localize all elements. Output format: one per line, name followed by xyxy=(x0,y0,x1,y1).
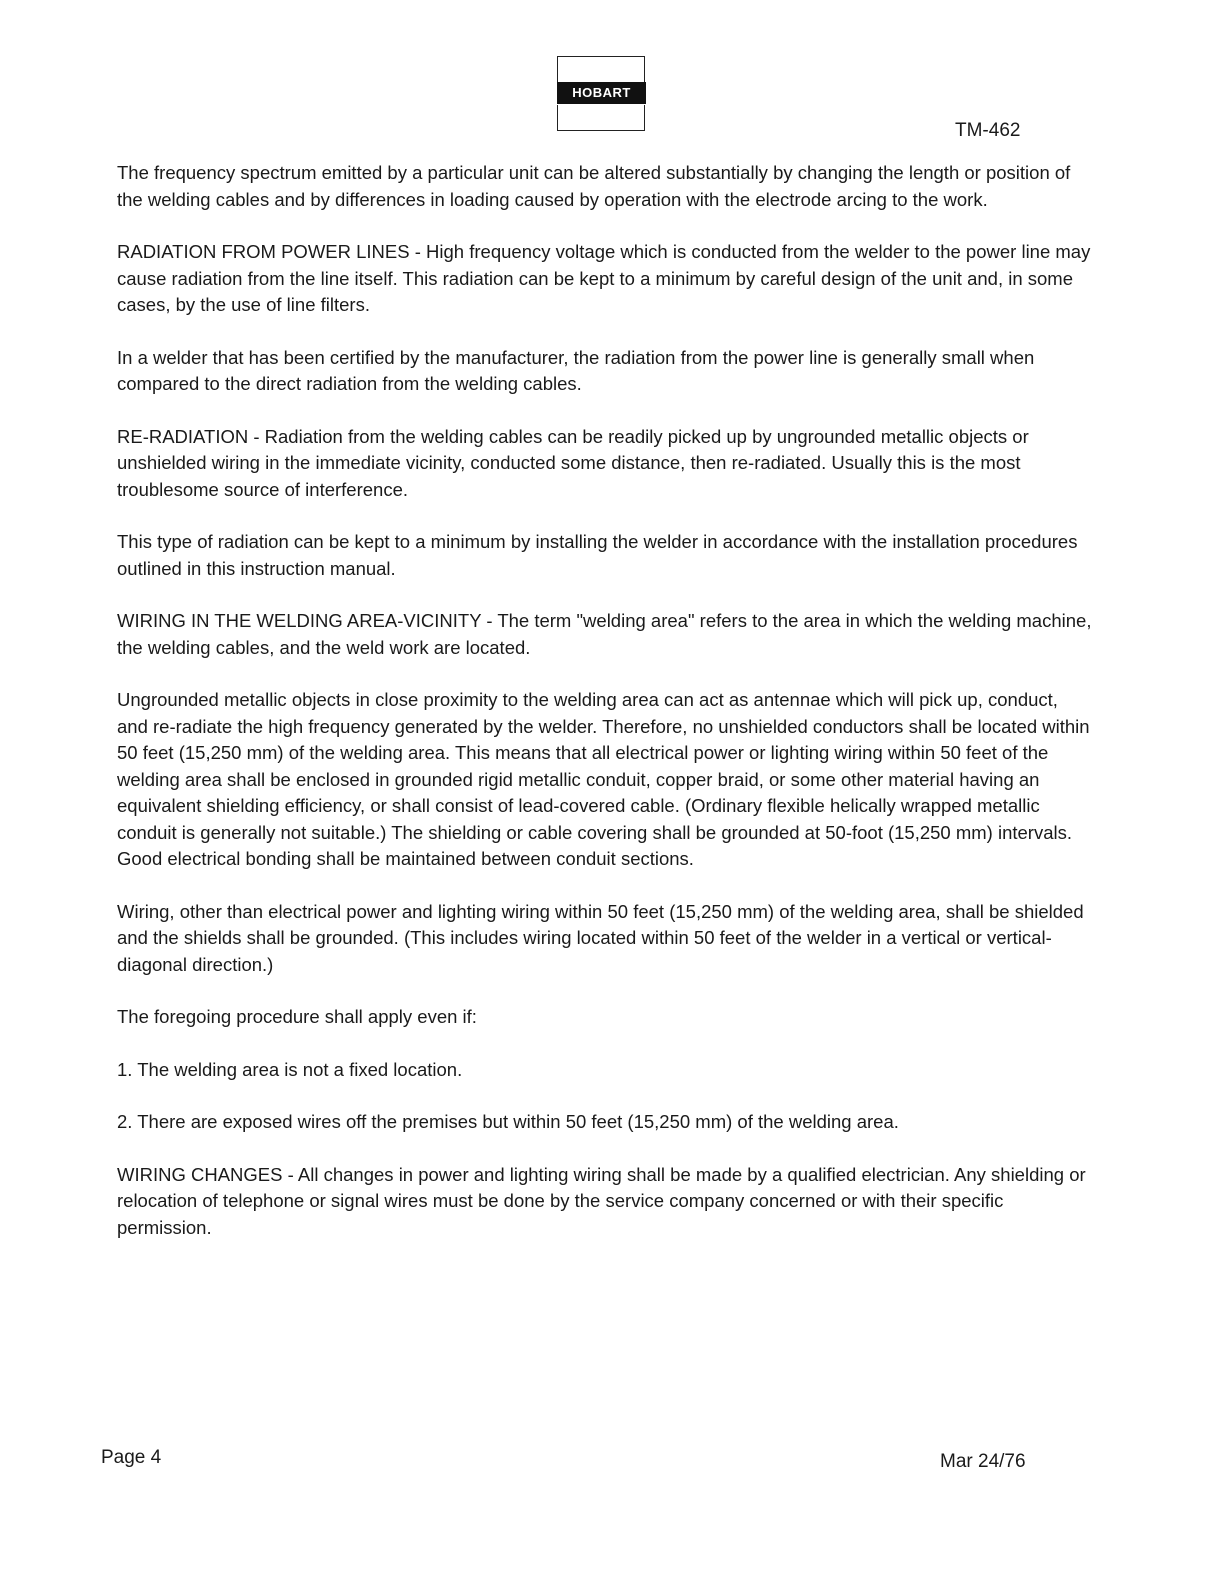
document-body xyxy=(117,160,1092,1267)
paragraph-frequency-spectrum xyxy=(117,160,1092,213)
list-item-1 xyxy=(117,1057,1092,1084)
paragraph-text: - High frequency voltage which is conducted from the welder to the power line may cause radiation from the line itself. This radiation can be kept to a minimum by careful design of the unit and, in some cases, by the use of line filters. xyxy=(117,241,1091,315)
paragraph-wiring-shielded xyxy=(117,899,1092,979)
paragraph-text: - Radiation from the welding cables can be readily picked up by ungrounded metallic objects or unshielded wiring in the immediate vicinity, conducted some distance, then re-radiated. Usually this is the most troublesome source of interference. xyxy=(117,425,1029,500)
paragraph-text: The foregoing procedure shall apply even if: xyxy=(117,1006,477,1027)
page-number: Page 4 xyxy=(101,1447,162,1468)
logo-top-box xyxy=(557,56,645,82)
paragraph-text: Ungrounded metallic objects in close proximity to the welding area can act as antennae which will pick up, conduct, and re-radiate the high frequency generated by the welder. Therefore, no unshielded conductors shall be located within 50 feet (15,250 mm) of the welding area. This means that all electrical power or lighting wiring within 50 feet of the welding area shall be enclosed in grounded rigid metallic conduit, copper braid, or some other material having an equivalent shielding efficiency, or shall consist of lead-covered cable. (Ordinary flexible helically wrapped metallic conduit is generally not suitable.) The shielding or cable covering shall be grounded at 50-foot (15,250 mm) intervals. Good electrical bonding shall be maintained between conduit sections. xyxy=(117,689,1090,869)
paragraph-re-radiation xyxy=(117,424,1092,504)
paragraph-text: Wiring, other than electrical power and lighting wiring within 50 feet (15,250 mm) of the welding area, shall be shielded and the shields shall be grounded. (This includes wiring located within 50 feet of the welder in a vertical or vertical-diagonal direction.) xyxy=(117,900,1084,975)
section-heading: RE-RADIATION xyxy=(117,425,249,447)
paragraph-text: - All changes in power and lighting wiring shall be made by a qualified electrician. Any shielding or relocation of telephone or signal wires must be done by the service company concerned or with their specific permission. xyxy=(117,1163,1086,1238)
paragraph-text: This type of radiation can be kept to a minimum by installing the welder in accordance with the installation procedures outlined in this instruction manual. xyxy=(117,531,1078,579)
section-heading: RADIATION FROM POWER LINES xyxy=(117,241,410,262)
section-heading: WIRING IN THE WELDING AREA-VICINITY xyxy=(117,610,482,631)
paragraph-text: The frequency spectrum emitted by a particular unit can be altered substantially by changing the length or position of the welding cables and by differences in loading caused by operation with the electrode arcing to the work. xyxy=(117,162,1071,210)
paragraph-wiring-changes xyxy=(117,1162,1092,1242)
paragraph-foregoing xyxy=(117,1004,1092,1031)
paragraph-certified-welder xyxy=(117,345,1092,398)
paragraph-text: - The term "welding area" refers to the area in which the welding machine, the welding cables, and the weld work are located. xyxy=(117,610,1092,658)
document-date: Mar 24/76 xyxy=(940,1451,1026,1472)
list-item-2 xyxy=(117,1109,1092,1136)
logo-bottom-box xyxy=(557,105,645,131)
paragraph-installation xyxy=(117,529,1092,582)
paragraph-text: 1. The welding area is not a fixed location. xyxy=(117,1058,463,1080)
paragraph-text: 2. There are exposed wires off the premises but within 50 feet (15,250 mm) of the welding area. xyxy=(117,1111,899,1132)
paragraph-ungrounded-objects xyxy=(117,687,1092,873)
section-heading: WIRING CHANGES xyxy=(117,1163,283,1185)
paragraph-radiation-power-lines xyxy=(117,239,1092,319)
paragraph-welding-area xyxy=(117,608,1092,661)
paragraph-text: In a welder that has been certified by the manufacturer, the radiation from the power line is generally small when compared to the direct radiation from the welding cables. xyxy=(117,346,1035,394)
logo-text: HOBART xyxy=(557,82,646,104)
hobart-logo xyxy=(557,56,645,136)
document-id: TM-462 xyxy=(955,120,1021,141)
